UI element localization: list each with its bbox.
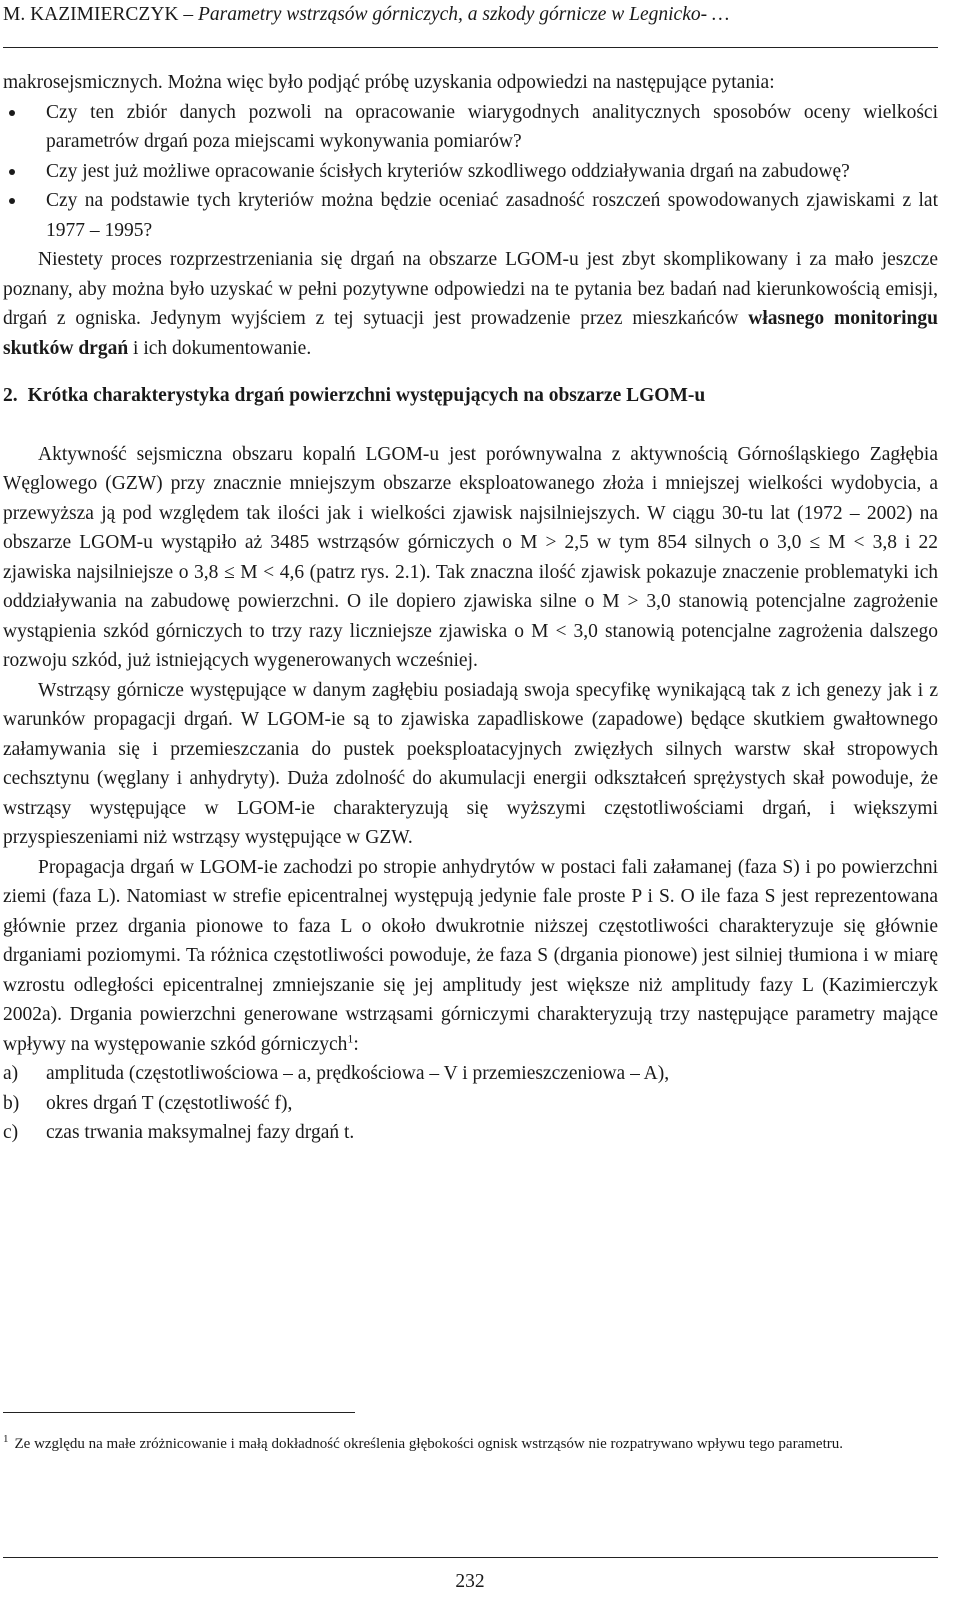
seismic-activity-paragraph: Aktywność sejsmiczna obszaru kopalń LGOM-u jest porównywalna z aktywnością Górnośląskiego Zagłębia Węglowego (GZW) przy znacznie mniejszym obszarze eksploatowanego złoża i mniejszej wielkości wydobycia, a przewyższa ją pod względem tak ilości jak i wielkości zjawisk najsilniejszych. W ciągu 30-tu lat (1972 – 2002) na obszarze LGOM-u wystąpiło aż 3485 wstrząsów górniczych o M > 2,5 w tym 854 silnych o 3,0 ≤ M < 3,8 i 22 zjawiska najsilniejsze o 3,8 ≤ M < 4,6 (patrz rys. 2.1). Tak znaczna ilość zjawisk pokazuje znaczenie problematyki ich oddziaływania na zabudowę powierzchni. O ile dopiero zjawiska silne o M > 3,0 stanowią potencjalne zagrożenie wystąpienia szkód górniczych to trzy razy liczniejsze zjawiska o M < 3,0 stanowią potencjalne zagrożenia dalszego rozwoju szkód, już istniejących wygenerowanych wcześniej. [3,443,938,671]
header-rule [3,47,938,48]
question-list [3,98,938,246]
paragraph-text: Niestety proces rozprzestrzeniania się drgań na obszarze LGOM-u jest zbyt skomplikowany i za mało jeszcze poznany, aby można było uzyskać w pełni pozytywne odpowiedzi na te pytania bez badań nad kierunkowością emisji, drgań z ogniska. Jedynym wyjściem z tej sytuacji jest prowadzenie przez mieszkańców [3,249,938,329]
header-title: Parametry wstrząsów górniczych, a szkody górnicze w Legnicko- … [198,4,730,25]
monitoring-paragraph [3,245,938,363]
list-marker: c) [3,1122,19,1143]
list-item-text: okres drgań T (częstotliwość f), [46,1092,293,1114]
section-heading [3,381,938,411]
spacer [3,411,938,440]
bullet-icon [9,110,15,116]
parameters-list [3,1059,938,1148]
paragraph-text: Propagacja drgań w LGOM-ie zachodzi po stropie anhydrytów w postaci fali załamanej (faza S) i po powierzchni ziemi (faza L). Natomiast w strefie epicentralnej występują jedynie fale proste P i S. O ile faza S jest reprezentowana głównie przez drgania pionowe to faza L o około dwukrotnie niższej częstotliwości charakteryzuje się głównie drganiami poziomymi. Ta różnica częstotliwości powoduje, że faza S (drgania pionowe) jest silniej tłumiona i w miarę wzrostu odległości epicentralnej zmniejszanie się jej amplitudy jest większe niż amplitudy fazy L (Kazimierczyk 2002a). Drgania powierzchni generowane wstrząsami górniczymi charakteryzują trzy następujące parametry mające wpływy na występowanie szkód górniczych [3,856,938,1055]
list-item-text: Czy na podstawie tych kryteriów można będzie oceniać zasadność roszczeń spowodowanych zjawiskami z lat 1977 – 1995? [46,190,938,241]
list-item [3,186,938,245]
list-item [3,1059,938,1089]
emphasis-text: własnego monitoringu skutków drgań [3,308,938,359]
section-title: Krótka charakterystyka drgań powierzchni występujących na obszarze LGOM-u [27,385,706,406]
footnote-text: Ze względu na małe zróżnicowanie i małą dokładność określenia głębokości ognisk wstrząsów nie rozpatrywano wpływu tego parametru. [14,1436,843,1452]
paragraph-text: : [353,1033,359,1055]
list-item [3,1089,938,1119]
bullet-icon [9,198,15,204]
list-item-text: czas trwania maksymalnej fazy drgań t. [46,1122,355,1143]
list-marker: a) [3,1063,19,1084]
list-item-text: Czy jest już możliwe opracowanie ścisłych kryteriów szkodliwego oddziaływania drgań na zabudowę? [46,160,850,182]
list-item [3,98,938,157]
footnote-number: 1 [3,1433,9,1445]
list-item-text: amplituda (częstotliwościowa – a, prędkościowa – V i przemieszczeniowa – A), [46,1063,670,1084]
footnote-rule [3,1412,355,1413]
section-number: 2. [3,385,18,406]
intro-paragraph: makrosejsmicznych. Można więc było podjąć próbę uzyskania odpowiedzi na następujące pytania: [3,72,775,93]
list-item-text: Czy ten zbiór danych pozwoli na opracowanie wiarygodnych analitycznych sposobów oceny wielkości parametrów drgań poza miejscami wykonywania pomiarów? [46,101,938,152]
body-text [3,68,938,1148]
list-marker: b) [3,1092,20,1114]
list-item [3,1118,938,1148]
footnote [3,1432,938,1456]
running-header: M. KAZIMIERCZYK – Parametry wstrząsów górniczych, a szkody górnicze w Legnicko- … [3,4,730,25]
page-number: 232 [455,1571,485,1592]
footnote-ref[interactable]: 1 [347,1031,354,1045]
footer-rule [3,1557,938,1558]
paragraph-text: i ich dokumentowanie. [128,337,312,359]
header-author: M. KAZIMIERCZYK [3,4,179,25]
propagation-paragraph [3,853,938,1060]
tremor-specifics-paragraph: Wstrząsy górnicze występujące w danym zagłębiu posiadają swoja specyfikę wynikającą tak z ich genezy jak i z warunków propagacji drgań. W LGOM-ie są to zjawiska zapadliskowe (zapadowe) będące skutkiem gwałtownego załamywania się i przemieszczania do pustek poeksploatacyjnych zwięzłych silnych warstw skał stropowych cechsztynu (węglany i anhydryty). Duża zdolność do akumulacji energii odkształceń sprężystych skał powoduje, że wstrząsy występujące w LGOM-ie charakteryzują się wyższymi częstotliwościami drgań, i większymi przyspieszeniami niż wstrząsy występujące w GZW. [3,679,938,848]
bullet-icon [9,169,15,175]
list-item [3,157,938,187]
